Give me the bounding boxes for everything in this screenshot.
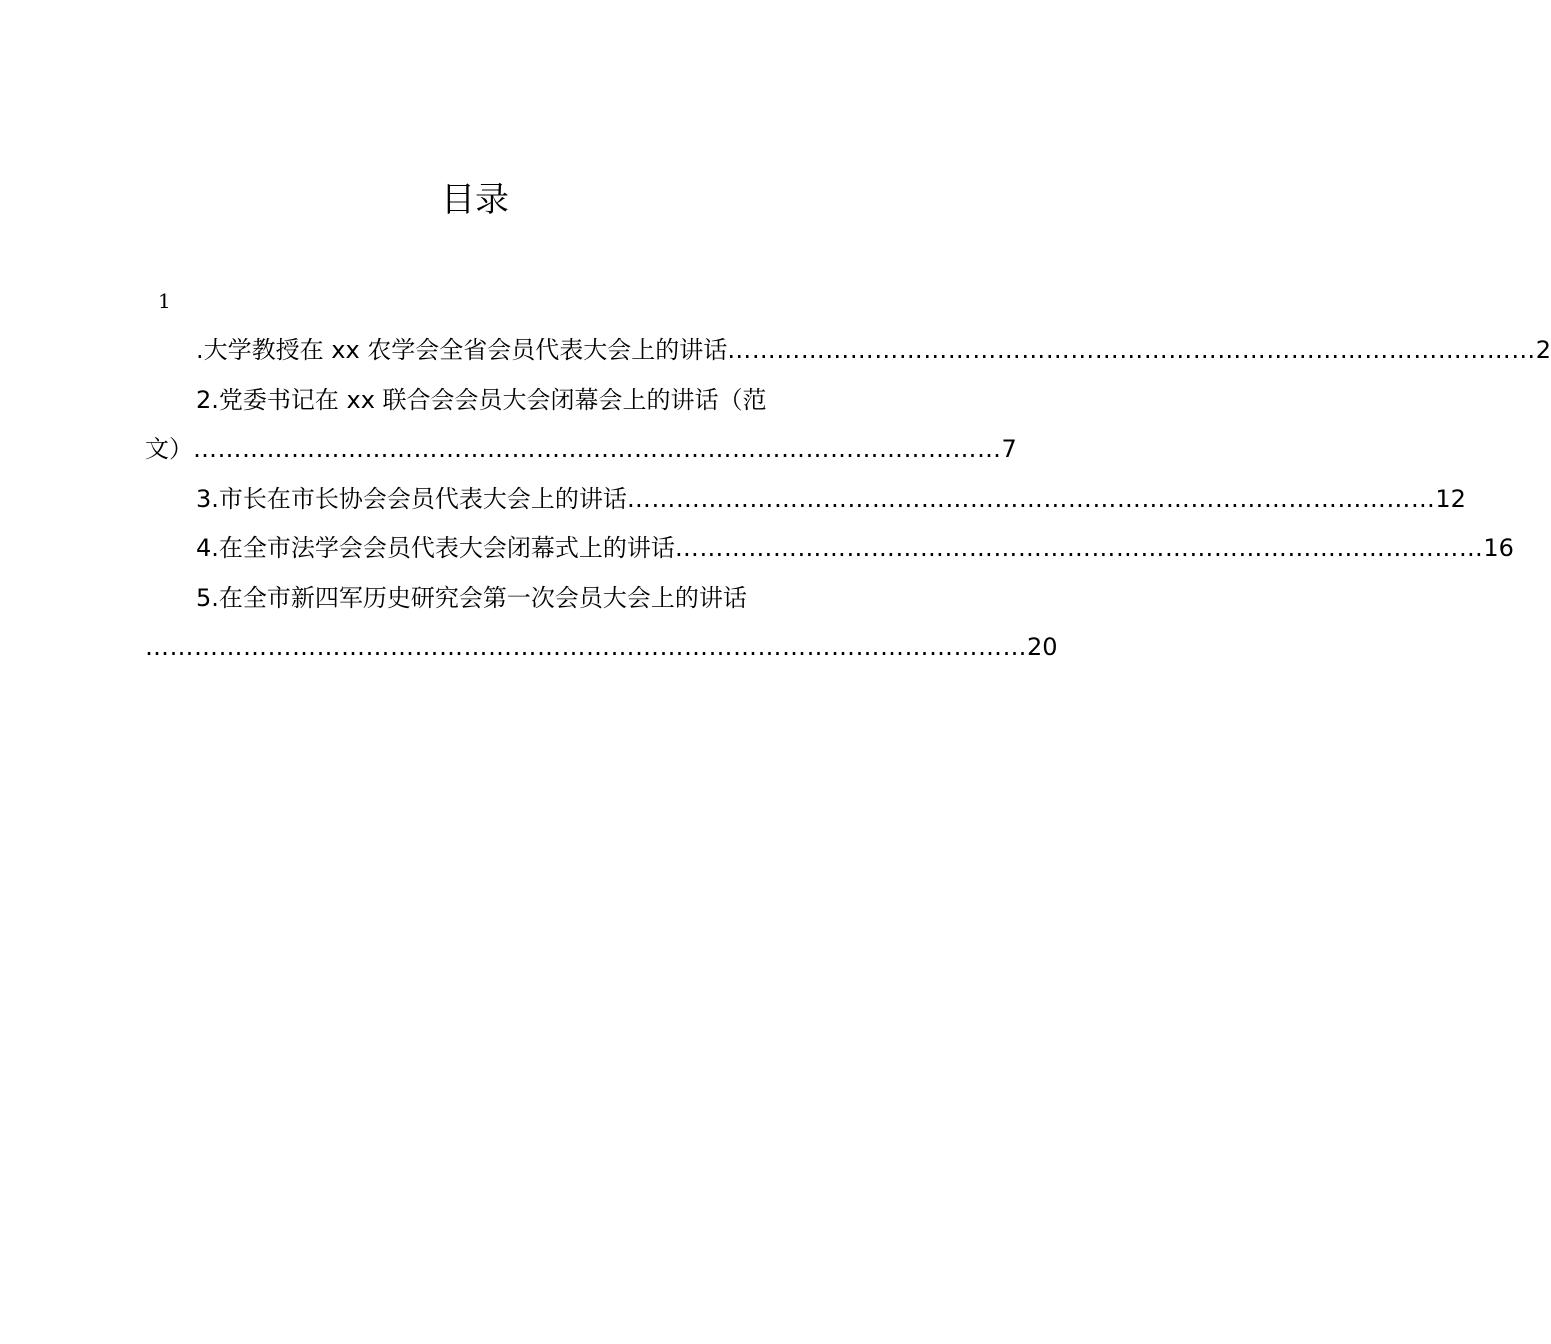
toc-entry-1[interactable] xyxy=(196,333,1551,367)
toc-entry-3[interactable] xyxy=(196,482,1466,516)
toc-entry-5[interactable] xyxy=(196,581,805,615)
toc-entry-5-cont[interactable] xyxy=(145,630,1058,664)
toc-leader-dots: ……………………………………………………………………………………… xyxy=(626,485,1436,513)
toc-leader-dots: ……………………………………………………………………………………… xyxy=(193,435,1002,463)
toc-entry-4[interactable] xyxy=(196,531,1514,565)
toc-entry-2[interactable] xyxy=(196,383,805,417)
toc-title: 目录 xyxy=(441,180,509,220)
toc-entry-2-cont[interactable] xyxy=(145,432,1017,466)
toc-entry-5-title: 5.在全市新四军历史研究会第一次会员大会上的讲话 xyxy=(196,584,747,612)
toc-entry-2-title-cont: 文） xyxy=(145,435,193,463)
toc-entry-2-title: 2.党委书记在 xx 联合会会员大会闭幕会上的讲话（范 xyxy=(196,386,767,414)
toc-entry-3-title: 3.市长在市长协会会员代表大会上的讲话 xyxy=(196,485,627,513)
toc-entry-4-title: 4.在全市法学会会员代表大会闭幕式上的讲话 xyxy=(196,534,675,562)
toc-entry-3-page: 12 xyxy=(1435,485,1466,513)
toc-entry-5-page: 20 xyxy=(1027,633,1058,661)
toc-leader-dots: ……………………………………………………………………………………… xyxy=(727,336,1536,364)
toc-entry-1-page: 2 xyxy=(1535,336,1551,364)
toc-entry-4-page: 16 xyxy=(1483,534,1514,562)
toc-entry-2-page: 7 xyxy=(1001,435,1017,463)
page-marker: 1 xyxy=(158,289,171,313)
toc-leader-dots: ……………………………………………………………………………………… xyxy=(674,534,1484,562)
toc-leader-dots: ……………………………………………………………………………………………… xyxy=(145,633,1027,661)
toc-entry-1-title: .大学教授在 xx 农学会全省会员代表大会上的讲话 xyxy=(196,336,728,364)
